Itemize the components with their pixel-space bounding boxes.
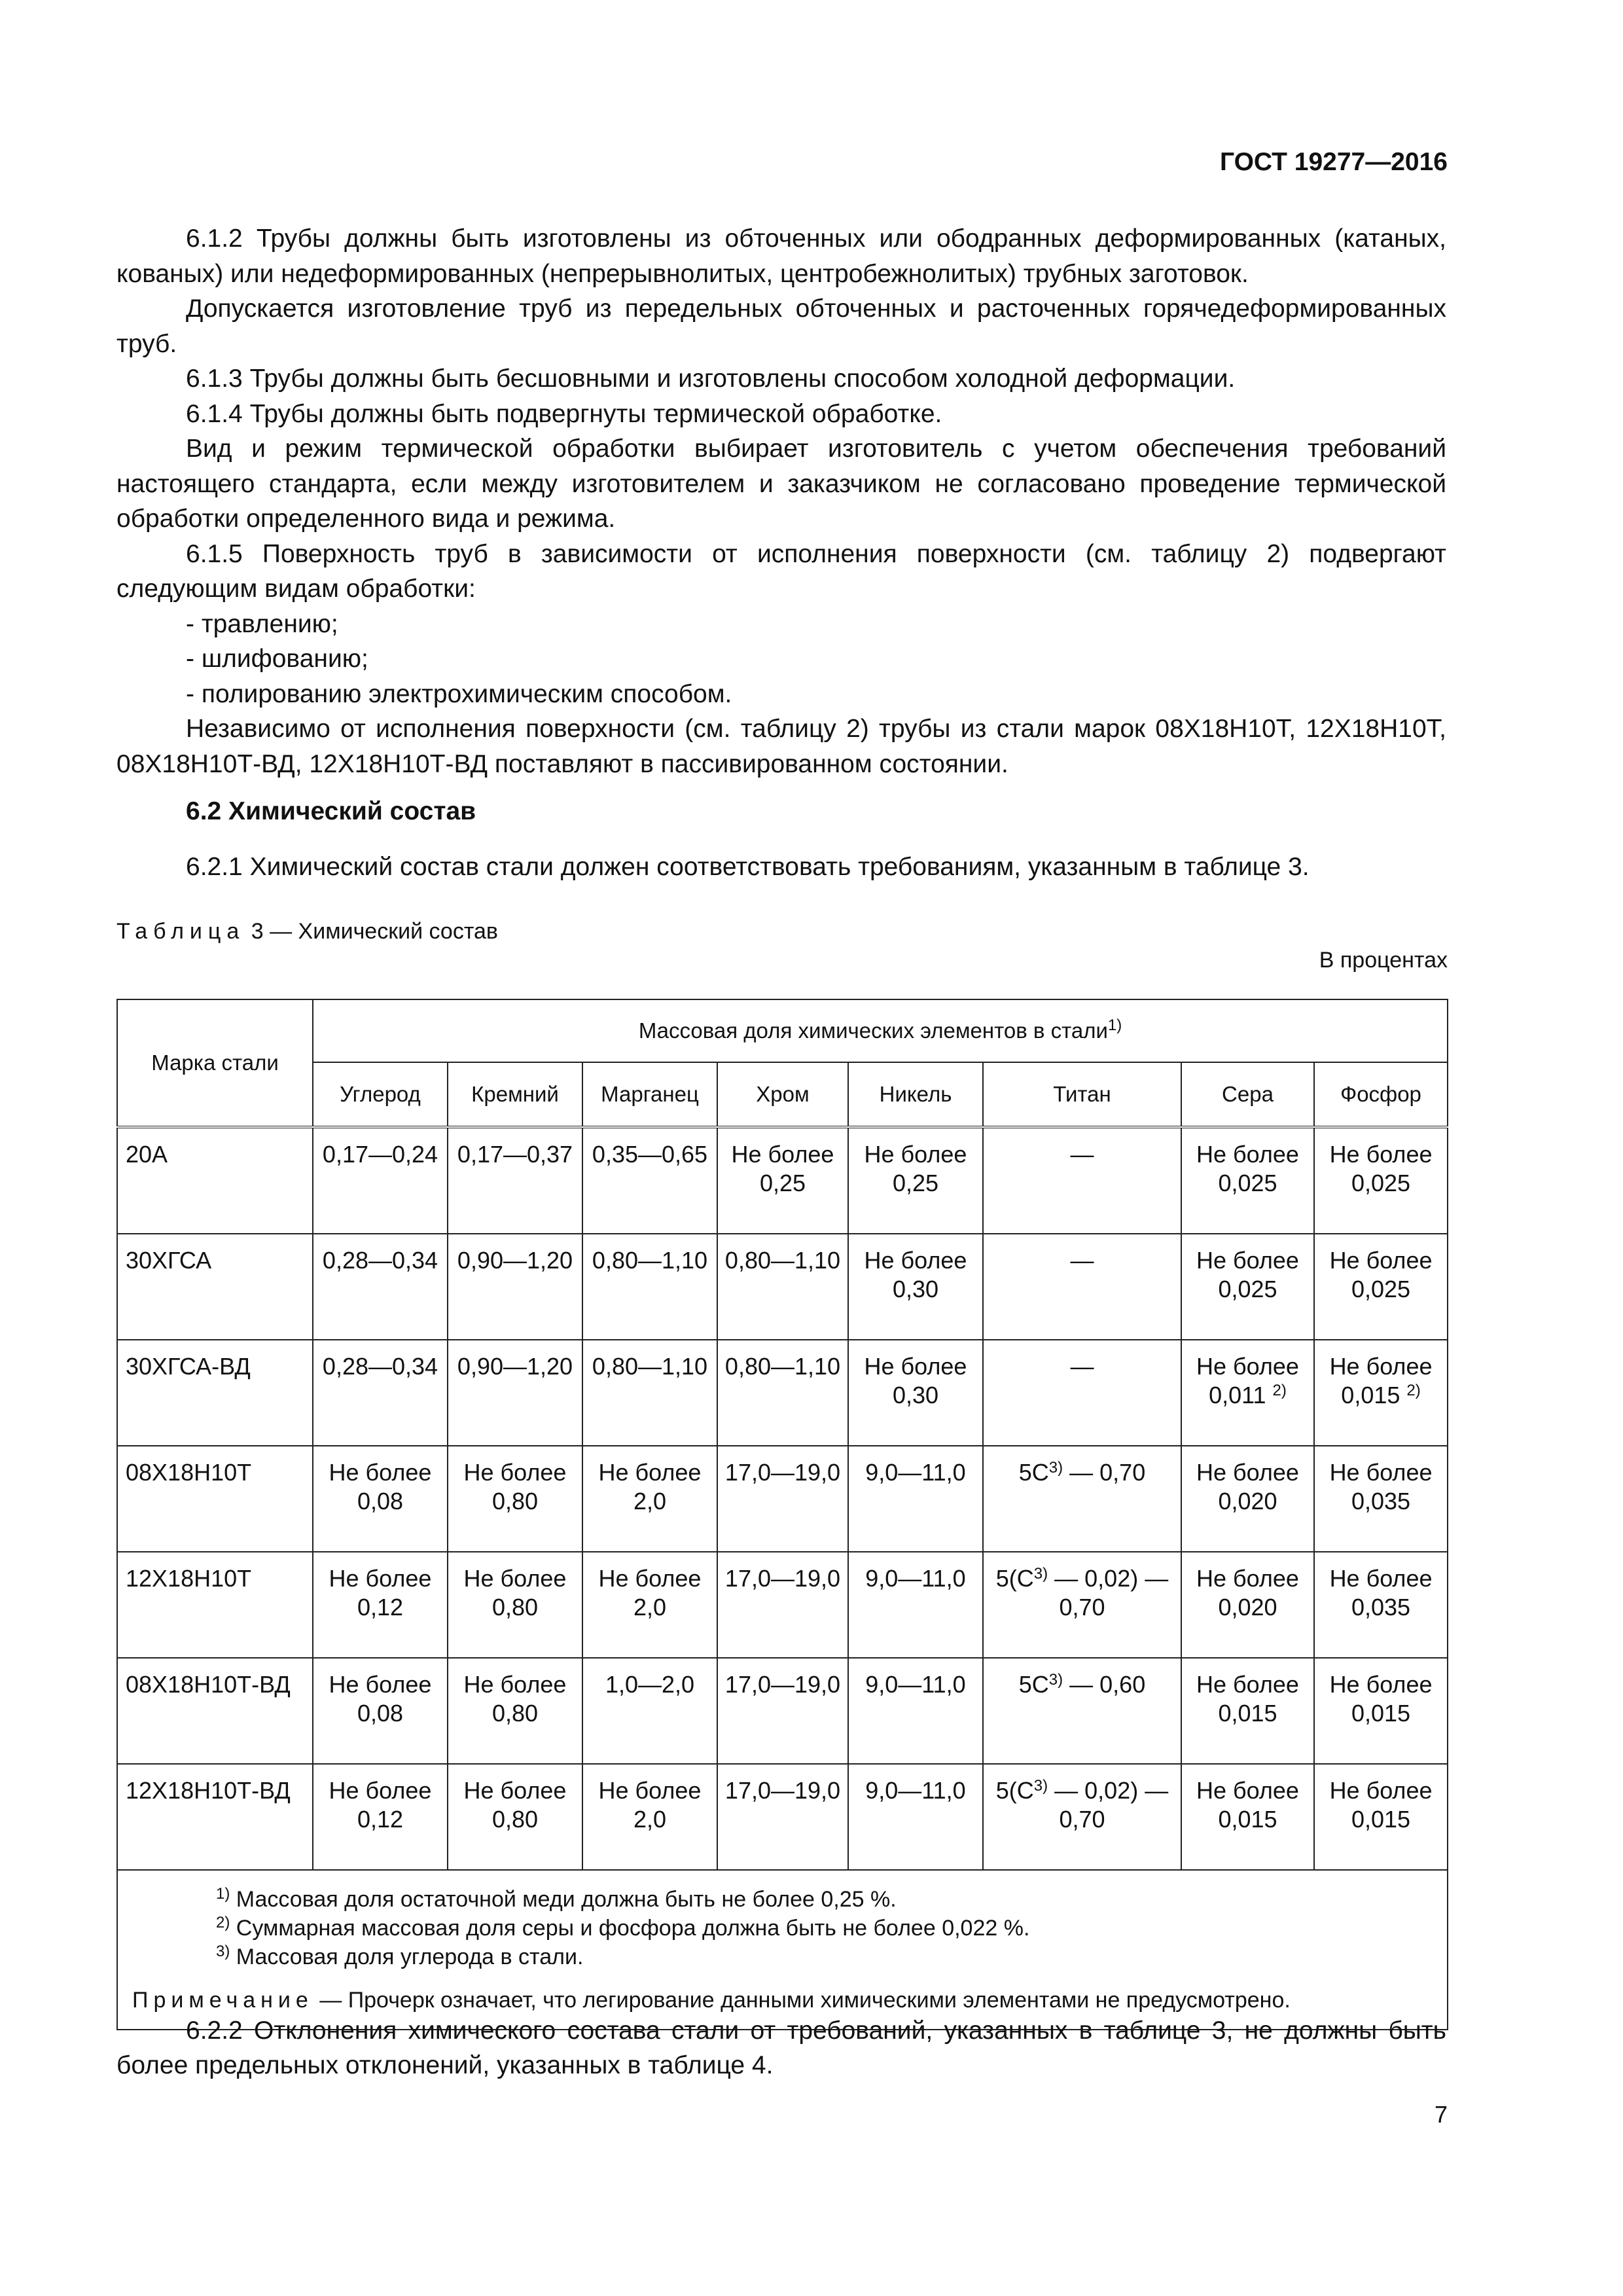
table-caption [116, 919, 498, 944]
cell-titanium: — [983, 1127, 1181, 1234]
cell-silicon: Не более 0,80 [448, 1658, 582, 1764]
cell-phosphorus: Не более 0,015 [1314, 1764, 1448, 1870]
cell-nickel: Не более 0,25 [848, 1127, 983, 1234]
paragraph: 6.2.2 Отклонения химического состава стали от требований, указанных в таблице 3, не должны быть более предельных отклонений, указанных в таблице 4. [116, 2017, 1446, 2079]
paragraph: 6.2.1 Химический состав стали должен соответствовать требованиям, указанным в таблице 3. [186, 853, 1310, 881]
footnote: $^{2)}$ Суммарная массовая доля серы и фосфора должна быть не более 0,022 %. [216, 1914, 1030, 1941]
cell-chromium: Не более 0,25 [717, 1127, 848, 1234]
cell-carbon: Не более 0,08 [313, 1446, 448, 1552]
cell-nickel: Не более 0,30 [848, 1234, 983, 1340]
cell-grade: 12Х18Н10Т [117, 1552, 313, 1658]
cell-nickel: 9,0—11,0 [848, 1446, 983, 1552]
cell-carbon: 0,28—0,34 [313, 1234, 448, 1340]
paragraph: 6.1.3 Трубы должны быть бесшовными и изготовлены способом холодной деформации. [186, 365, 1236, 393]
cell-carbon: Не более 0,08 [313, 1658, 448, 1764]
cell-sulfur: Не более 0,025 [1181, 1234, 1314, 1340]
header-chromium: Хром [717, 1062, 848, 1127]
cell-phosphorus: Не более 0,015 $^{2)}$ [1314, 1340, 1448, 1446]
cell-grade: 08Х18Н10Т-ВД [117, 1658, 313, 1764]
header-phosphorus: Фосфор [1314, 1062, 1448, 1127]
cell-nickel: 9,0—11,0 [848, 1764, 983, 1870]
cell-titanium: — [983, 1234, 1181, 1340]
cell-grade: 20А [117, 1127, 313, 1234]
table-note [132, 1986, 1433, 2015]
body-text [116, 221, 1446, 781]
paragraph: 6.1.5 Поверхность труб в зависимости от исполнения поверхности (см. таблицу 2) подвергают следующим видам обработки: [116, 539, 1446, 603]
cell-manganese: 1,0—2,0 [582, 1658, 717, 1764]
cell-titanium: $5С^{3)}$ — 0,60 [983, 1658, 1181, 1764]
table-row [117, 1764, 1448, 1870]
header-group-text: Массовая доля химических элементов в стали [638, 1018, 1108, 1043]
cell-nickel: 9,0—11,0 [848, 1552, 983, 1658]
footnote: $^{1)}$ Массовая доля остаточной меди должна быть не более 0,25 %. [216, 1885, 897, 1912]
cell-sulfur: Не более 0,025 [1181, 1127, 1314, 1234]
list-item: - полированию электрохимическим способом. [186, 679, 732, 708]
cell-phosphorus: Не более 0,015 [1314, 1658, 1448, 1764]
cell-chromium: 0,80—1,10 [717, 1234, 848, 1340]
cell-carbon: 0,28—0,34 [313, 1340, 448, 1446]
cell-chromium: 17,0—19,0 [717, 1552, 848, 1658]
section-heading: 6.2 Химический состав [186, 797, 476, 825]
header-manganese: Марганец [582, 1062, 717, 1127]
cell-nickel: Не более 0,30 [848, 1340, 983, 1446]
header-nickel: Никель [848, 1062, 983, 1127]
cell-chromium: 0,80—1,10 [717, 1340, 848, 1446]
table-notes-row [117, 1870, 1448, 2030]
cell-manganese: Не более 2,0 [582, 1446, 717, 1552]
cell-manganese: 0,35—0,65 [582, 1127, 717, 1234]
paragraph: 6.1.2 Трубы должны быть изготовлены из обточенных или ободранных деформированных (катаных, кованых) или недеформированных (непрерывнолитых, центробежнолитых) трубных заготовок. [116, 224, 1446, 288]
footnote: $^{3)}$ Массовая доля углерода в стали. [216, 1943, 584, 1969]
cell-carbon: Не более 0,12 [313, 1552, 448, 1658]
cell-manganese: 0,80—1,10 [582, 1340, 717, 1446]
header-carbon: Углерод [313, 1062, 448, 1127]
cell-grade: 30ХГСА [117, 1234, 313, 1340]
cell-silicon: Не более 0,80 [448, 1764, 582, 1870]
cell-carbon: 0,17—0,24 [313, 1127, 448, 1234]
cell-titanium: — [983, 1340, 1181, 1446]
list-item: - шлифованию; [186, 645, 368, 673]
table-row [117, 1658, 1448, 1764]
table-row [117, 1234, 1448, 1340]
cell-silicon: 0,17—0,37 [448, 1127, 582, 1234]
cell-manganese: 0,80—1,10 [582, 1234, 717, 1340]
table-header-row [117, 999, 1448, 1062]
cell-sulfur: Не более 0,020 [1181, 1552, 1314, 1658]
header-sulfur: Сера [1181, 1062, 1314, 1127]
footnote-ref: 1) [1107, 1016, 1122, 1034]
document-code: ГОСТ 19277—2016 [1220, 148, 1448, 176]
table-notes [117, 1870, 1448, 2030]
table-caption-title: 3 — Химический состав [245, 919, 498, 944]
cell-chromium: 17,0—19,0 [717, 1446, 848, 1552]
table-row [117, 1446, 1448, 1552]
table-units: В процентах [1319, 948, 1448, 973]
cell-silicon: 0,90—1,20 [448, 1234, 582, 1340]
cell-phosphorus: Не более 0,025 [1314, 1127, 1448, 1234]
list-item: - травлению; [186, 609, 338, 638]
cell-phosphorus: Не более 0,035 [1314, 1552, 1448, 1658]
paragraph: Допускается изготовление труб из передельных обточенных и расточенных горячедеформированных труб. [116, 295, 1446, 358]
page-number: 7 [1434, 2101, 1448, 2128]
cell-silicon: Не более 0,80 [448, 1552, 582, 1658]
header-titanium: Титан [983, 1062, 1181, 1127]
header-group [313, 999, 1448, 1062]
cell-titanium: $5(С^{3)}$ — 0,02) — 0,70 [983, 1764, 1181, 1870]
table-row [117, 1552, 1448, 1658]
cell-manganese: Не более 2,0 [582, 1552, 717, 1658]
cell-sulfur: Не более 0,011 $^{2)}$ [1181, 1340, 1314, 1446]
cell-titanium: $5С^{3)}$ — 0,70 [983, 1446, 1181, 1552]
table-row [117, 1340, 1448, 1446]
cell-chromium: 17,0—19,0 [717, 1764, 848, 1870]
note-label: Примечание [132, 1988, 313, 2013]
table-row [117, 1127, 1448, 1234]
cell-nickel: 9,0—11,0 [848, 1658, 983, 1764]
paragraph: Вид и режим термической обработки выбирает изготовитель с учетом обеспечения требований настоящего стандарта, если между изготовителем и заказчиком не согласовано проведение термической обработки определенного вида и режима. [116, 435, 1446, 533]
cell-sulfur: Не более 0,015 [1181, 1764, 1314, 1870]
table-header-row [117, 1062, 1448, 1127]
header-grade: Марка стали [117, 999, 313, 1127]
cell-phosphorus: Не более 0,035 [1314, 1446, 1448, 1552]
cell-silicon: 0,90—1,20 [448, 1340, 582, 1446]
cell-silicon: Не более 0,80 [448, 1446, 582, 1552]
cell-carbon: Не более 0,12 [313, 1764, 448, 1870]
cell-phosphorus: Не более 0,025 [1314, 1234, 1448, 1340]
chemical-composition-table [116, 999, 1448, 2030]
note-text: — Прочерк означает, что легирование данными химическими элементами не предусмотрено. [313, 1988, 1291, 2013]
cell-grade: 08Х18Н10Т [117, 1446, 313, 1552]
cell-manganese: Не более 2,0 [582, 1764, 717, 1870]
paragraph: Независимо от исполнения поверхности (см. таблицу 2) трубы из стали марок 08Х18Н10Т, 12Х18Н10Т, 08Х18Н10Т-ВД, 12Х18Н10Т-ВД поставляют в пассивированном состоянии. [116, 715, 1446, 778]
cell-sulfur: Не более 0,020 [1181, 1446, 1314, 1552]
cell-sulfur: Не более 0,015 [1181, 1658, 1314, 1764]
table-caption-label: Таблица [116, 919, 245, 944]
cell-grade: 12Х18Н10Т-ВД [117, 1764, 313, 1870]
paragraph: 6.1.4 Трубы должны быть подвергнуты термической обработке. [186, 399, 942, 428]
cell-grade: 30ХГСА-ВД [117, 1340, 313, 1446]
header-silicon: Кремний [448, 1062, 582, 1127]
cell-chromium: 17,0—19,0 [717, 1658, 848, 1764]
cell-titanium: $5(С^{3)}$ — 0,02) — 0,70 [983, 1552, 1181, 1658]
